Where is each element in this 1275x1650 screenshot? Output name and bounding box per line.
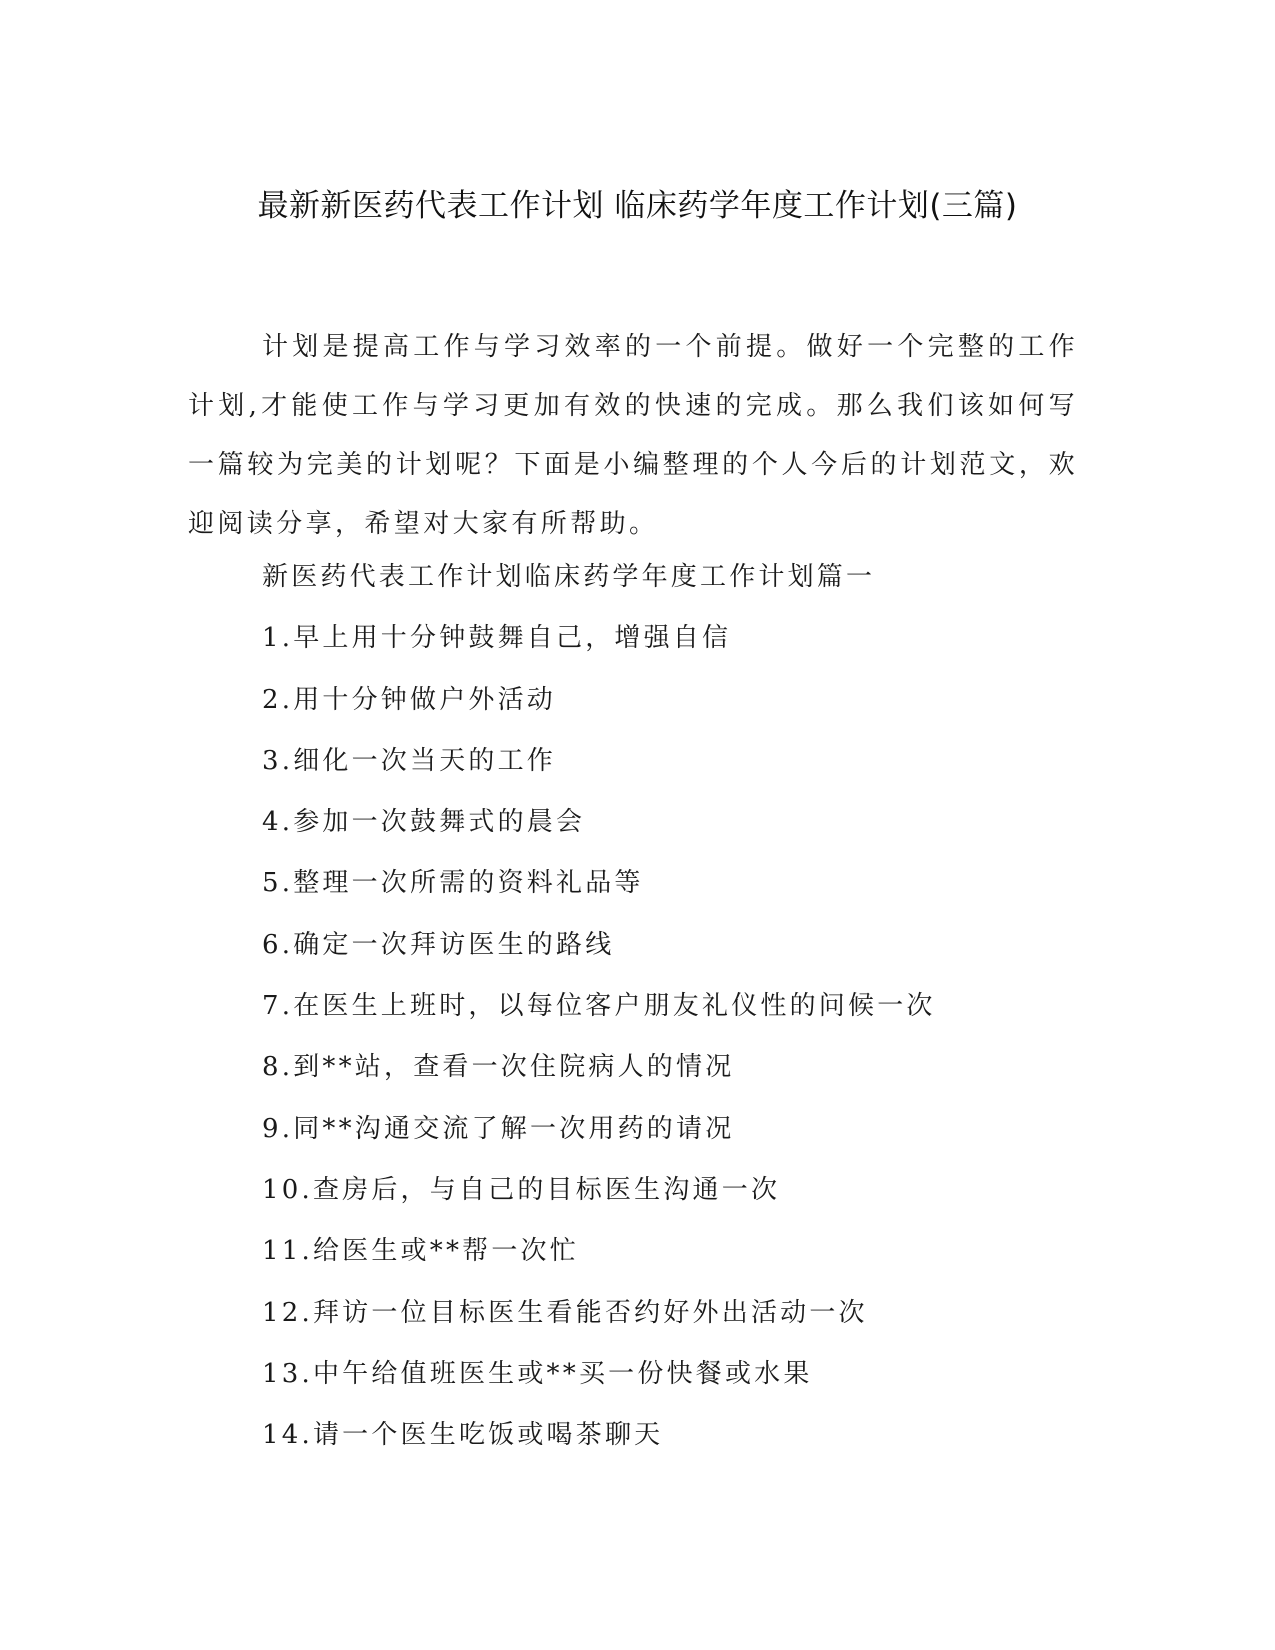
list-item: 9.同**沟通交流了解一次用药的请况 (262, 1113, 735, 1144)
list-item: 5.整理一次所需的资料礼品等 (262, 868, 644, 899)
list-item: 11.给医生或**帮一次忙 (262, 1236, 579, 1267)
list-item: 12.拜访一位目标医生看能否约好外出活动一次 (262, 1297, 868, 1328)
list-item: 3.细化一次当天的工作 (262, 745, 557, 776)
list-item: 8.到**站，查看一次住院病人的情况 (262, 1052, 735, 1083)
list-item: 14.请一个医生吃饭或喝茶聊天 (262, 1420, 664, 1451)
list-item: 6.确定一次拜访医生的路线 (262, 929, 615, 960)
list-item: 13.中午给值班医生或**买一份快餐或水果 (262, 1358, 813, 1389)
section-heading: 新医药代表工作计划临床药学年度工作计划篇一 (262, 562, 876, 592)
document-title: 最新新医药代表工作计划 临床药学年度工作计划(三篇) (257, 188, 1018, 224)
list-item: 2.用十分钟做户外活动 (262, 684, 557, 715)
list-item: 4.参加一次鼓舞式的晨会 (262, 807, 586, 838)
list-item: 1.早上用十分钟鼓舞自己，增强自信 (262, 623, 732, 654)
list-item: 10.查房后，与自己的目标医生沟通一次 (262, 1174, 781, 1205)
list-item: 7.在医生上班时，以每位客户朋友礼仪性的问候一次 (262, 991, 936, 1022)
intro-paragraph: 计划是提高工作与学习效率的一个前提。做好一个完整的工作计划,才能使工作与学习更加有效的快速的完成。那么我们该如何写一篇较为完美的计划呢？下面是小编整理的个人今后的计划范文，欢迎阅读分享，希望对大家有所帮助。 (188, 332, 1078, 539)
plan-list (262, 547, 1082, 1466)
